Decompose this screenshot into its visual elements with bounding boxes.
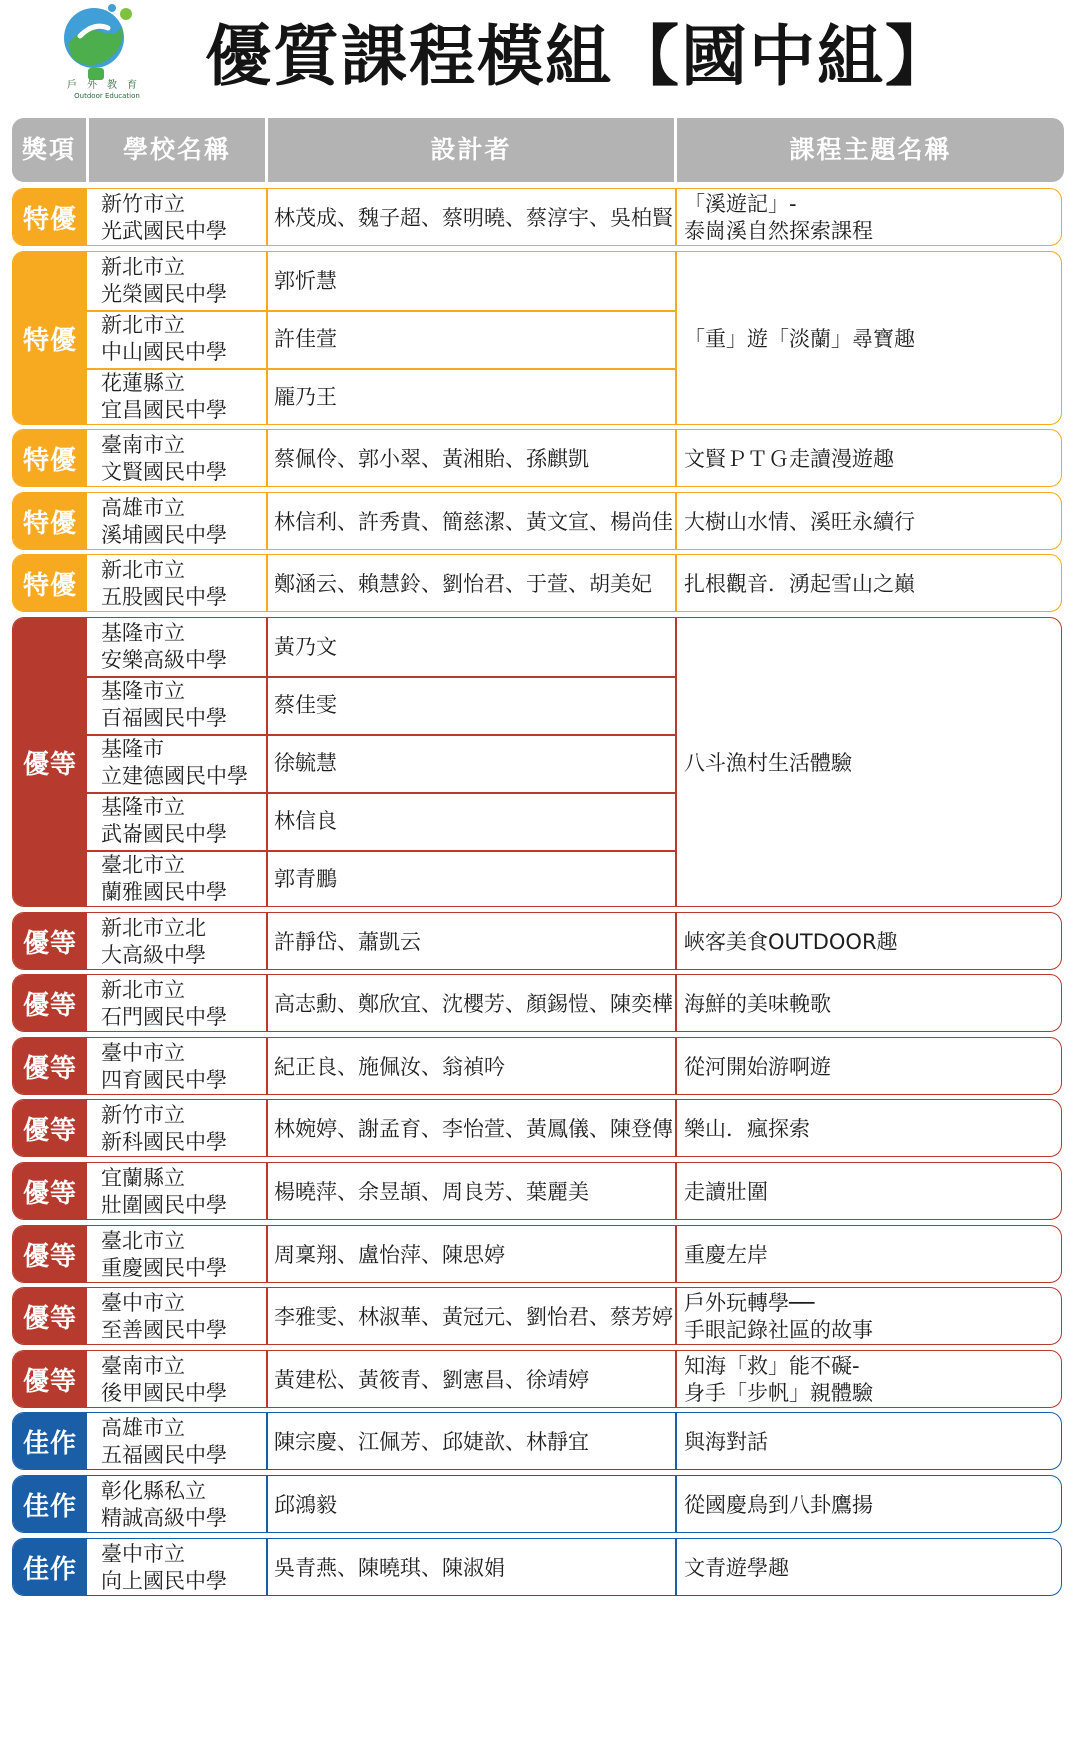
course-theme-cell: [684, 1038, 831, 1095]
course-theme-line: 海鮮的美味輓歌: [684, 991, 831, 1016]
award-badge: 優等: [13, 618, 87, 906]
school-name-cell: [101, 555, 227, 612]
school-name-line: 五福國民中學: [101, 1443, 227, 1467]
column-divider: [675, 1351, 677, 1407]
course-theme-line: 「溪遊記」-: [684, 192, 797, 216]
school-name-cell: [101, 189, 227, 246]
column-divider: [675, 252, 677, 424]
column-divider: [675, 975, 677, 1031]
course-theme-line: 戶外玩轉學──: [684, 1291, 815, 1315]
course-theme-line: 泰崗溪自然探索課程: [684, 219, 873, 243]
designers-cell: 邱鴻毅: [274, 1492, 337, 1517]
school-name-line: 新北市立: [101, 558, 185, 582]
school-name-line: 立建德國民中學: [101, 764, 248, 788]
column-divider: [675, 913, 677, 969]
column-divider: [266, 493, 268, 549]
column-divider: [675, 1100, 677, 1156]
award-badge: 特優: [13, 252, 87, 424]
school-name-line: 向上國民中學: [101, 1569, 227, 1593]
school-name-line: 光榮國民中學: [101, 282, 227, 306]
designers-cell: 龎乃王: [274, 384, 337, 409]
school-name-cell: [101, 618, 227, 676]
course-theme-line: 走讀壯圍: [684, 1179, 768, 1204]
designers-cell: 高志勳、鄭欣宜、沈櫻芳、顏錫愷、陳奕樺: [274, 991, 673, 1016]
designers-cell: 林信良: [274, 808, 337, 833]
school-name-cell: [101, 1100, 227, 1157]
school-name-line: 壯圍國民中學: [101, 1193, 227, 1217]
designers-cell: 蔡佳雯: [274, 692, 337, 717]
designers-cell: 周稟翔、盧怡萍、陳思婷: [274, 1242, 505, 1267]
school-name-line: 光武國民中學: [101, 219, 227, 243]
table-header: [12, 118, 1064, 182]
column-header-award: 獎項: [21, 135, 76, 164]
school-name-line: 新竹市立: [101, 192, 185, 216]
logo-text: 戶外教育: [67, 80, 147, 91]
school-name-line: 基隆市立: [101, 621, 185, 645]
column-divider: [675, 555, 677, 611]
course-theme-line: 扎根觀音．湧起雪山之巔: [684, 571, 915, 596]
column-divider: [266, 430, 268, 486]
award-group: [12, 1037, 1062, 1095]
column-divider: [675, 1413, 677, 1469]
award-group: [12, 188, 1062, 246]
school-name-line: 四育國民中學: [101, 1068, 227, 1092]
award-group: [12, 1350, 1062, 1408]
school-name-cell: [101, 368, 227, 425]
award-group: [12, 1225, 1062, 1283]
school-name-line: 基隆市立: [101, 795, 185, 819]
award-badge: 特優: [13, 189, 87, 245]
school-name-cell: [101, 676, 227, 734]
award-group: [12, 974, 1062, 1032]
course-theme-line: 八斗漁村生活體驗: [684, 750, 852, 775]
school-name-line: 大高級中學: [101, 943, 206, 967]
column-divider: [266, 555, 268, 611]
course-theme-cell: [684, 913, 898, 970]
school-name-line: 蘭雅國民中學: [101, 880, 227, 904]
school-name-line: 宜昌國民中學: [101, 398, 227, 422]
award-group: [12, 429, 1062, 487]
school-name-cell: [101, 975, 227, 1032]
award-badge: 優等: [13, 1163, 87, 1219]
school-name-cell: [101, 252, 227, 310]
school-name-line: 武崙國民中學: [101, 822, 227, 846]
school-name-cell: [101, 1413, 227, 1470]
course-theme-cell: [684, 1413, 768, 1470]
column-divider: [675, 189, 677, 245]
course-theme-cell: [684, 618, 852, 907]
school-name-line: 臺北市立: [101, 1229, 185, 1253]
course-theme-line: 從河開始游啊遊: [684, 1054, 831, 1079]
award-badge: 特優: [13, 493, 87, 549]
column-divider: [266, 913, 268, 969]
school-name-line: 新科國民中學: [101, 1130, 227, 1154]
designers-cell: 林信利、許秀貴、簡慈潔、黃文宣、楊尚佳: [274, 509, 673, 534]
school-name-line: 精誠高級中學: [101, 1506, 227, 1530]
designers-cell: 李雅雯、林淑華、黃冠元、劉怡君、蔡芳婷: [274, 1304, 673, 1329]
school-name-line: 後甲國民中學: [101, 1381, 227, 1405]
school-name-cell: [101, 310, 227, 368]
award-group: [12, 251, 1062, 425]
award-group: [12, 617, 1062, 907]
course-theme-cell: [684, 1351, 873, 1408]
award-group: [12, 1538, 1062, 1596]
award-group: [12, 1162, 1062, 1220]
course-theme-line: 樂山．瘋探索: [684, 1116, 810, 1141]
course-theme-line: 文賢ＰＴＧ走讀漫遊趣: [684, 446, 894, 471]
course-theme-line: 與海對話: [684, 1429, 768, 1454]
page-header: [0, 0, 1080, 116]
school-name-line: 中山國民中學: [101, 340, 227, 364]
school-name-cell: [101, 1038, 227, 1095]
course-theme-line: 知海「救」能不礙-: [684, 1354, 860, 1378]
school-name-line: 高雄市立: [101, 496, 185, 520]
designers-cell: 郭青鵬: [274, 866, 337, 891]
school-name-cell: [101, 493, 227, 550]
designers-cell: 陳宗慶、江佩芳、邱婕歆、林靜宜: [274, 1429, 589, 1454]
award-badge: 優等: [13, 1038, 87, 1094]
column-divider: [675, 430, 677, 486]
designers-cell: 鄭涵云、賴慧鈴、劉怡君、于萱、胡美妃: [274, 571, 652, 596]
page-title: 優質課程模組【國中組】: [205, 18, 953, 95]
column-divider: [266, 1226, 268, 1282]
column-divider: [675, 1539, 677, 1595]
designers-cell: 黃建松、黃筱青、劉憲昌、徐靖婷: [274, 1367, 589, 1392]
column-divider: [675, 1226, 677, 1282]
designers-cell: 許佳萱: [274, 326, 337, 351]
column-divider: [266, 1163, 268, 1219]
award-badge: 特優: [13, 555, 87, 611]
school-name-line: 五股國民中學: [101, 585, 227, 609]
school-name-line: 石門國民中學: [101, 1005, 227, 1029]
school-name-cell: [101, 792, 227, 850]
school-name-cell: [101, 1288, 227, 1345]
column-divider: [266, 252, 268, 424]
school-name-line: 臺北市立: [101, 853, 185, 877]
award-group: [12, 492, 1062, 550]
award-badge: 佳作: [13, 1539, 87, 1595]
course-theme-cell: [684, 975, 831, 1032]
column-divider: [266, 1288, 268, 1344]
course-theme-line: 從國慶鳥到八卦鷹揚: [684, 1492, 873, 1517]
course-theme-line: 峽客美食OUTDOOR趣: [684, 929, 898, 954]
course-theme-cell: [684, 430, 894, 487]
school-name-line: 彰化縣私立: [101, 1479, 206, 1503]
course-theme-cell: [684, 555, 915, 612]
award-group: [12, 1475, 1062, 1533]
award-group: [12, 1287, 1062, 1345]
course-theme-cell: [684, 1226, 768, 1283]
school-name-line: 新北市立: [101, 978, 185, 1002]
column-divider: [266, 189, 268, 245]
school-name-line: 臺中市立: [101, 1542, 185, 1566]
award-badge: 優等: [13, 913, 87, 969]
course-theme-cell: [684, 1163, 768, 1220]
designers-cell: 楊曉萍、余昱頡、周良芳、葉麗美: [274, 1179, 589, 1204]
column-divider: [675, 1288, 677, 1344]
school-name-line: 百福國民中學: [101, 706, 227, 730]
column-divider: [266, 1351, 268, 1407]
award-badge: 優等: [13, 1351, 87, 1407]
logo-subtext: Outdoor Education: [74, 92, 140, 100]
designers-cell: 吳青燕、陳曉琪、陳淑娟: [274, 1555, 505, 1580]
course-theme-cell: [684, 1476, 873, 1533]
school-name-line: 新北市立: [101, 255, 185, 279]
column-divider: [266, 1100, 268, 1156]
designers-cell: 徐毓慧: [274, 750, 337, 775]
school-name-line: 溪埔國民中學: [101, 523, 227, 547]
school-name-cell: [101, 1226, 227, 1283]
school-name-cell: [101, 430, 227, 487]
column-header-designers: 設計者: [430, 135, 512, 164]
award-badge: 佳作: [13, 1413, 87, 1469]
award-badge: 優等: [13, 975, 87, 1031]
course-theme-line: 大樹山水情、溪旺永續行: [684, 509, 915, 534]
course-theme-cell: [684, 189, 873, 246]
school-name-line: 臺南市立: [101, 433, 185, 457]
course-theme-cell: [684, 493, 915, 550]
school-name-cell: [101, 913, 206, 970]
school-name-line: 臺中市立: [101, 1041, 185, 1065]
column-divider: [266, 618, 268, 906]
column-divider: [266, 975, 268, 1031]
school-name-line: 文賢國民中學: [101, 460, 227, 484]
school-name-cell: [101, 1351, 227, 1408]
school-name-line: 臺南市立: [101, 1354, 185, 1378]
column-divider: [675, 1038, 677, 1094]
award-badge: 優等: [13, 1288, 87, 1344]
school-name-line: 高雄市立: [101, 1416, 185, 1440]
course-theme-line: 身手「步帆」親體驗: [684, 1381, 873, 1405]
school-name-line: 新竹市立: [101, 1103, 185, 1127]
column-header-theme: 課程主題名稱: [789, 135, 952, 164]
award-group: [12, 1412, 1062, 1470]
designers-cell: 林婉婷、謝孟育、李怡萱、黃鳳儀、陳登傳: [274, 1116, 673, 1141]
column-divider: [266, 1476, 268, 1532]
column-header-school: 學校名稱: [122, 135, 231, 164]
designers-cell: 林茂成、魏子超、蔡明曉、蔡淳宇、吳柏賢: [274, 205, 673, 230]
course-theme-cell: [684, 252, 915, 425]
school-name-line: 新北市立北: [101, 916, 206, 940]
column-divider: [675, 493, 677, 549]
school-name-line: 重慶國民中學: [101, 1256, 227, 1280]
course-theme-line: 手眼記錄社區的故事: [684, 1318, 873, 1342]
outdoor-education-logo: [42, 2, 172, 106]
school-name-cell: [101, 850, 227, 907]
course-theme-cell: [684, 1100, 810, 1157]
award-group: [12, 554, 1062, 612]
school-name-cell: [101, 1163, 227, 1220]
course-theme-line: 重慶左岸: [684, 1242, 768, 1267]
award-group: [12, 1099, 1062, 1157]
designers-cell: 許靜岱、蕭凱云: [274, 929, 421, 954]
school-name-cell: [101, 1476, 227, 1533]
course-theme-cell: [684, 1288, 873, 1345]
designers-cell: 郭忻慧: [274, 268, 337, 293]
column-divider: [675, 1163, 677, 1219]
school-name-line: 安樂高級中學: [101, 648, 227, 672]
designers-cell: 黃乃文: [274, 634, 337, 659]
school-name-cell: [101, 1539, 227, 1596]
course-theme-line: 文青遊學趣: [684, 1555, 789, 1580]
school-name-line: 至善國民中學: [101, 1318, 227, 1342]
award-badge: 優等: [13, 1226, 87, 1282]
course-theme-cell: [684, 1539, 789, 1596]
designers-cell: 紀正良、施佩汝、翁禎吟: [274, 1054, 505, 1079]
school-name-line: 基隆市立: [101, 679, 185, 703]
column-divider: [266, 1038, 268, 1094]
award-group: [12, 912, 1062, 970]
school-name-line: 新北市立: [101, 313, 185, 337]
school-name-line: 臺中市立: [101, 1291, 185, 1315]
award-badge: 佳作: [13, 1476, 87, 1532]
school-name-cell: [101, 734, 248, 792]
designers-cell: 蔡佩伶、郭小翠、黃湘貽、孫麒凱: [274, 446, 589, 471]
column-divider: [675, 618, 677, 906]
school-name-line: 花蓮縣立: [101, 371, 185, 395]
column-divider: [675, 1476, 677, 1532]
course-theme-line: 「重」遊「淡蘭」尋寶趣: [684, 326, 915, 351]
award-badge: 特優: [13, 430, 87, 486]
column-divider: [266, 1413, 268, 1469]
school-name-line: 基隆市: [101, 737, 164, 761]
award-badge: 優等: [13, 1100, 87, 1156]
school-name-line: 宜蘭縣立: [101, 1166, 185, 1190]
column-divider: [266, 1539, 268, 1595]
